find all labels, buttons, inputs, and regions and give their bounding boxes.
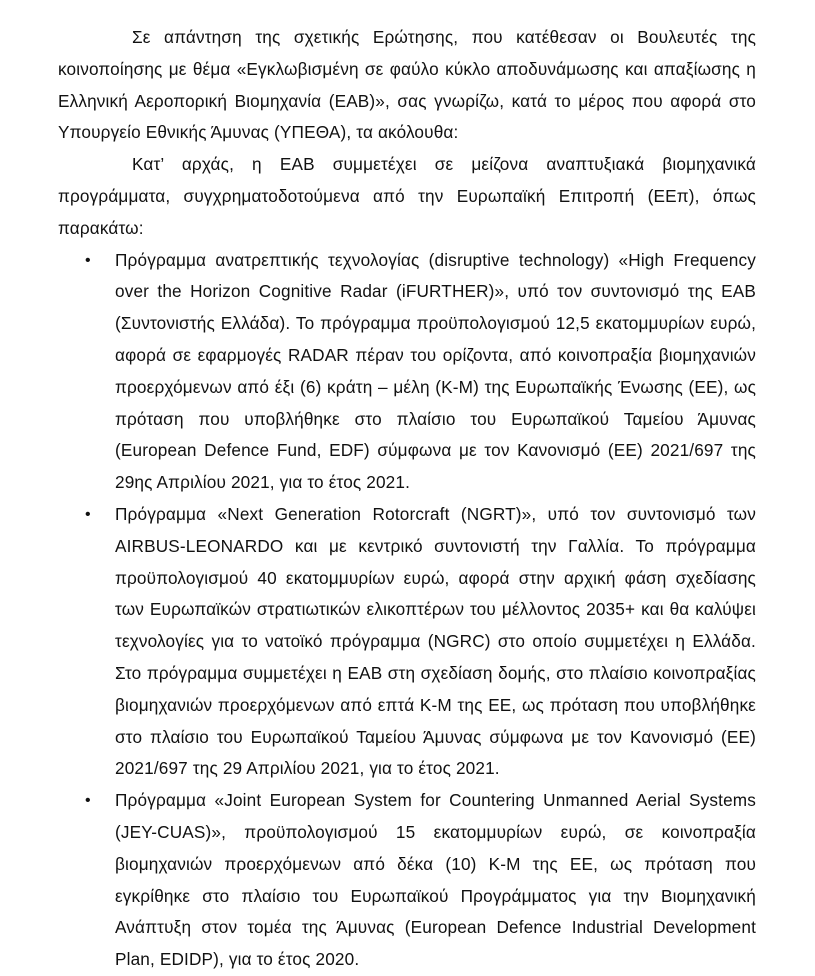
list-item-jey-cuas: [58, 785, 756, 976]
list-item-ifurther: [58, 245, 756, 499]
list-item-text: Πρόγραμμα «Next Generation Rotorcraft (NGRT)», υπό τον συντονισμό των AIRBUS-LEONARDO και με κεντρικό συντονιστή την Γαλλία. Το πρόγραμμα προϋπολογισμού 40 εκατομμυρίων ευρώ, αφορά στην αρχική φάση σχεδίασης των Ευρωπαϊκών στρατιωτικών ελικοπτέρων του μέλλοντος 2035+ και θα καλύψει τεχνολογίες για το νατοϊκό πρόγραμμα (NGRC) στο οποίο συμμετέχει η Ελλάδα. Στο πρόγραμμα συμμετέχει η ΕΑΒ στη σχεδίαση δομής, στο πλαίσιο κοινοπραξίας βιομηχανιών προερχόμενων από επτά Κ-Μ της ΕΕ, ως πρόταση που υποβλήθηκε στο πλαίσιο του Ευρωπαϊκού Ταμείου Άμυνας σύμφωνα με τον Κανονισμό (ΕΕ) 2021/697 της 29 Απριλίου 2021, για το έτος 2021.: [115, 503, 756, 779]
bullet-icon: •: [85, 792, 91, 810]
bullet-icon: •: [85, 251, 91, 269]
list-item-text: Πρόγραμμα ανατρεπτικής τεχνολογίας (disruptive technology) «High Frequency over the Horizon Cognitive Radar (iFURTHER)», υπό τον συντονισμό της ΕΑΒ (Συντονιστής Ελλάδα). Το πρόγραμμα προϋπολογισμού 12,5 εκατομμυρίων ευρώ, αφορά σε εφαρμογές RADAR πέραν του ορίζοντα, από κοινοπραξία βιομηχανιών προερχόμενων από έξι (6) κράτη – μέλη (Κ-Μ) της Ευρωπαϊκής Ένωσης (ΕΕ), ως πρόταση που υποβλήθηκε στο πλαίσιο του Ευρωπαϊκού Ταμείου Άμυνας (European Defence Fund, EDF) σύμφωνα με τον Κανονισμό (ΕΕ) 2021/697 της 29ης Απριλίου 2021, για το έτος 2021.: [115, 249, 756, 493]
bullet-icon: •: [85, 505, 91, 523]
list-item-ngrt: [58, 499, 756, 785]
programs-intro-paragraph: Κατ’ αρχάς, η ΕΑΒ συμμετέχει σε μείζονα αναπτυξιακά βιομηχανικά προγράμματα, συγχρηματοδοτούμενα από την Ευρωπαϊκή Επιτροπή (ΕΕπ), όπως παρακάτω:: [58, 154, 756, 238]
document-page: [58, 22, 756, 976]
intro-paragraph: Σε απάντηση της σχετικής Ερώτησης, που κατέθεσαν οι Βουλευτές της κοινοποίησης με θέμα «Εγκλωβισμένη σε φαύλο κύκλο αποδυνάμωσης και απαξίωσης η Ελληνική Αεροπορική Βιομηχανία (ΕΑΒ)», σας γνωρίζω, κατά το μέρος που αφορά στο Υπουργείο Εθνικής Άμυνας (ΥΠΕΘΑ), τα ακόλουθα:: [58, 27, 756, 143]
programs-list: [58, 245, 756, 976]
list-item-text: Πρόγραμμα «Joint European System for Countering Unmanned Aerial Systems (JEY-CUAS)», προϋπολογισμού 15 εκατομμυρίων ευρώ, σε κοινοπραξία βιομηχανιών προερχόμενων από δέκα (10) Κ-Μ της ΕΕ, ως πρόταση που εγκρίθηκε στο πλαίσιο του Ευρωπαϊκού Προγράμματος για την Βιομηχανική Ανάπτυξη στον τομέα της Άμυνας (European Defence Industrial Development Plan, EDIDP), για το έτος 2020.: [115, 790, 756, 970]
